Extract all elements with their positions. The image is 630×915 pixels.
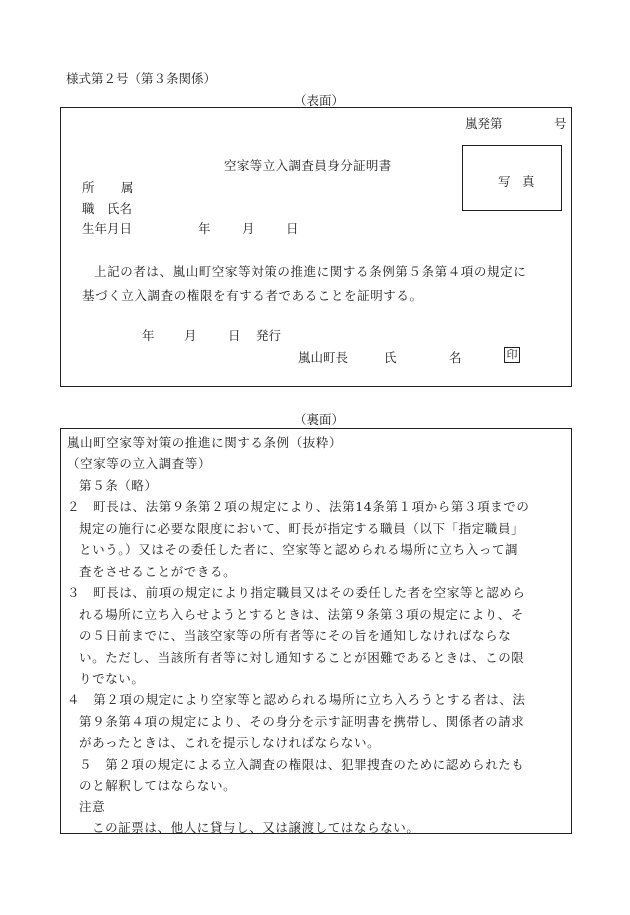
back-line: という。）又はその委任した者に、空家等と認められる場所に立ち入って調 <box>79 542 519 557</box>
number-suffix: 号 <box>554 116 567 131</box>
back-heading: （裏面） <box>294 412 345 427</box>
mayor-title: 嵐山町長 <box>298 350 349 365</box>
issue-year-label: 年 <box>142 328 155 343</box>
affiliation-label-b: 属 <box>121 180 134 195</box>
back-line: 規定の施行に必要な限度において、町長が指定する職員（以下「指定職員」 <box>79 521 525 536</box>
card-title: 空家等立入調査員身分証明書 <box>224 158 392 173</box>
back-line: があったときは、これを提示しなければならない。 <box>79 735 381 750</box>
front-heading: （表面） <box>294 93 345 108</box>
back-line: （空家等の立入調査等） <box>67 456 212 471</box>
name-label: 職 氏名 <box>82 201 133 216</box>
back-line: 注意 <box>79 799 106 814</box>
back-line: い。ただし、当該所有者等に対し通知することが困難であるときは、この限 <box>79 650 525 665</box>
birth-day-label: 日 <box>286 221 299 236</box>
birth-month-label: 月 <box>242 221 255 236</box>
affiliation-label-a: 所 <box>82 180 95 195</box>
form-label: 様式第２号（第３条関係） <box>66 71 217 86</box>
mayor-name-shi: 氏 <box>384 350 397 365</box>
issue-month-label: 月 <box>184 328 197 343</box>
back-line: 第５条（略） <box>79 478 158 493</box>
photo-label-2: 真 <box>522 174 535 189</box>
back-line: りでない。 <box>79 671 145 686</box>
back-line: 査をさせることができる。 <box>79 564 237 579</box>
back-line: この証票は、他人に貸与し、又は譲渡してはならない。 <box>92 820 420 835</box>
issued-label: 発行 <box>256 328 282 343</box>
seal-box: 印 <box>504 347 520 363</box>
certification-line-1: 上記の者は、嵐山町空家等対策の推進に関する条例第５条第４項の規定に <box>94 264 527 279</box>
photo-label-1: 写 <box>498 174 511 189</box>
number-prefix: 嵐発第 <box>465 116 503 131</box>
issue-day-label: 日 <box>228 328 241 343</box>
back-line: ３ 町長は、前項の規定により指定職員又はその委任した者を空家等と認めら <box>67 585 526 600</box>
birthdate-label: 生年月日 <box>82 221 133 236</box>
back-line: の５日前までに、当該空家等の所有者等にその旨を通知しなければならな <box>79 628 512 643</box>
certification-line-2: 基づく立入調査の権限を有する者であることを証明する。 <box>82 288 423 303</box>
back-line: ５ 第２項の規定による立入調査の権限は、犯罪捜査のために認められたも <box>79 757 525 772</box>
back-line: のと解釈してはならない。 <box>79 778 237 793</box>
birth-year-label: 年 <box>198 221 211 236</box>
mayor-name-mei: 名 <box>449 350 462 365</box>
back-line: れる場所に立ち入らせようとするときは、法第９条第３項の規定により、そ <box>79 607 525 622</box>
back-line: 第９条第４項の規定により、その身分を示す証明書を携帯し、関係者の請求 <box>79 714 525 729</box>
back-line: ２ 町長は、法第９条第２項の規定により、法第14条第１項から第３項までの <box>67 499 530 514</box>
back-line: 嵐山町空家等対策の推進に関する条例（抜粋） <box>67 435 343 450</box>
back-line: ４ 第２項の規定により空家等と認められる場所に立ち入ろうとする者は、法 <box>67 692 526 707</box>
